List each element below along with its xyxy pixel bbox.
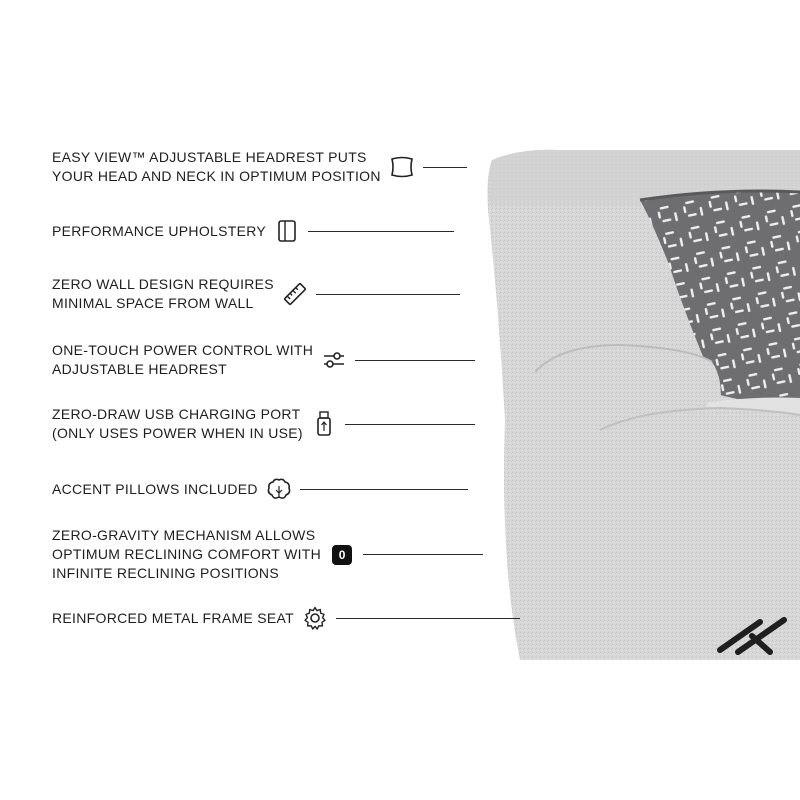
feature-upholstery-text: PERFORMANCE UPHOLSTERY <box>52 222 267 239</box>
headrest-pillow-icon <box>389 154 415 180</box>
feature-zero-wall-leader <box>316 294 460 295</box>
feature-upholstery <box>52 218 454 244</box>
feature-zero-wall-text: ZERO WALL DESIGN REQUIRES MINIMAL SPACE FROM WALL <box>52 276 274 311</box>
feature-metal-frame <box>52 605 520 631</box>
feature-zero-gravity-text: ZERO-GRAVITY MECHANISM ALLOWS OPTIMUM RECLINING COMFORT WITH INFINITE RECLINING POSITIONS <box>52 527 322 581</box>
feature-power-control <box>52 341 475 379</box>
feature-zero-gravity-leader <box>363 554 483 555</box>
feature-usb-port-leader <box>345 424 475 425</box>
usb-icon <box>311 411 337 437</box>
feature-usb-port <box>52 405 475 443</box>
feature-usb-port-text: ZERO-DRAW USB CHARGING PORT (ONLY USES POWER WHEN IN USE) <box>52 406 303 441</box>
zero-badge: 0 <box>332 545 352 565</box>
feature-power-control-leader <box>355 360 475 361</box>
feature-headrest <box>52 148 467 186</box>
ruler-icon <box>282 281 308 307</box>
feature-accent-pillows-text: ACCENT PILLOWS INCLUDED <box>52 480 258 497</box>
zero-badge-icon <box>329 542 355 568</box>
feature-power-control-text: ONE-TOUCH POWER CONTROL WITH ADJUSTABLE HEADREST <box>52 342 314 377</box>
feature-metal-frame-text: REINFORCED METAL FRAME SEAT <box>52 609 294 626</box>
feature-metal-frame-leader <box>336 618 520 619</box>
pillow-icon <box>266 476 292 502</box>
gear-icon <box>302 605 328 631</box>
feature-zero-gravity <box>52 526 483 583</box>
feature-upholstery-leader <box>308 231 454 232</box>
fabric-swatch-icon <box>274 218 300 244</box>
feature-zero-wall <box>52 275 460 313</box>
feature-accent-pillows <box>52 476 468 502</box>
sliders-icon <box>321 347 347 373</box>
feature-accent-pillows-leader <box>300 489 468 490</box>
feature-headrest-leader <box>423 167 467 168</box>
feature-headrest-text: EASY VIEW™ ADJUSTABLE HEADREST PUTS YOUR HEAD AND NECK IN OPTIMUM POSITION <box>52 149 381 184</box>
